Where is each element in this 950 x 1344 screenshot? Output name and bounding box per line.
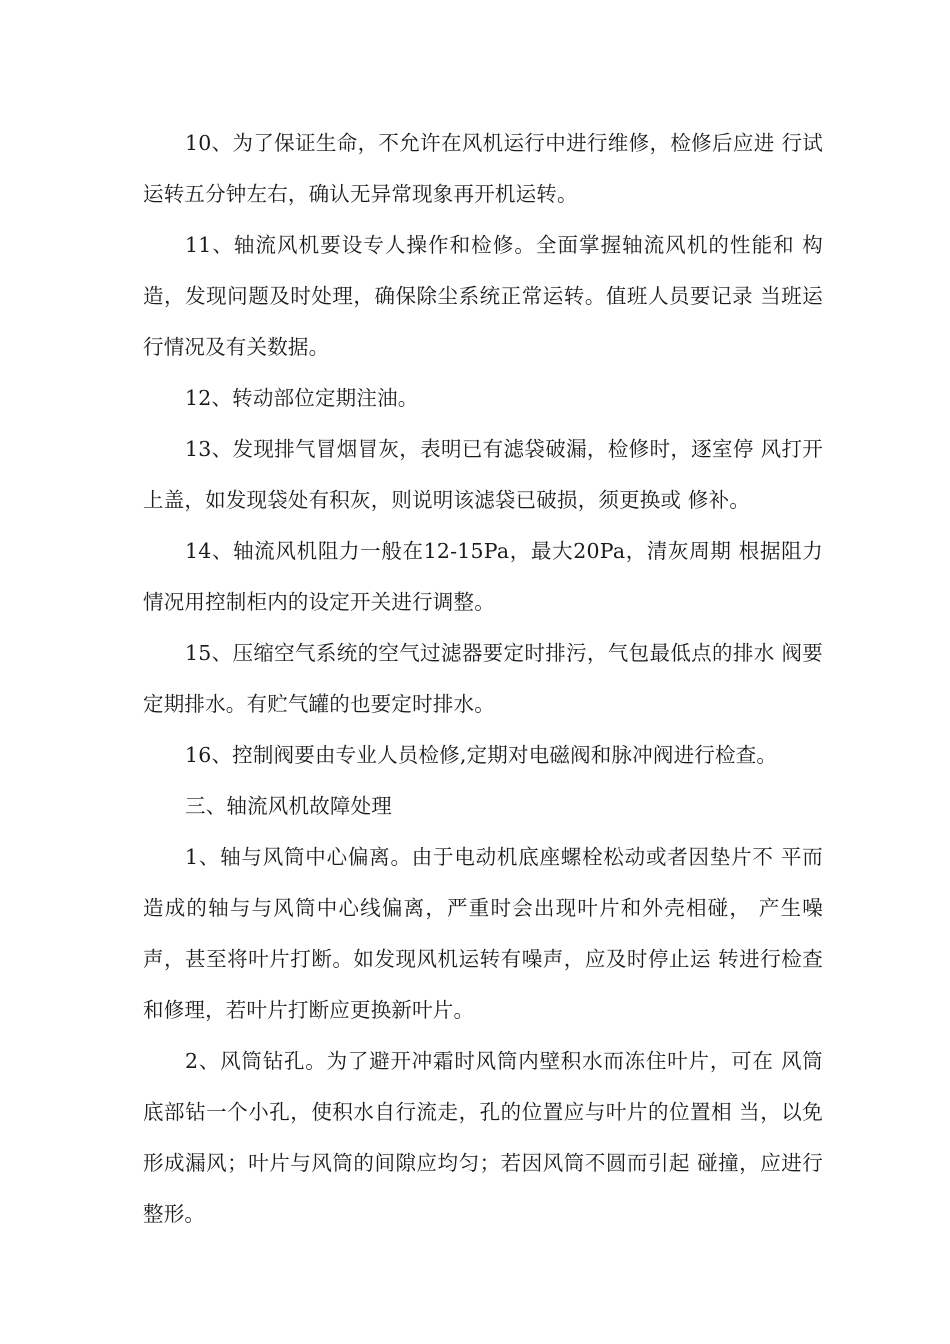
fault-item-2: 2、风筒钻孔。为了避开冲霜时风筒内壁积水而冻住叶片，可在 风筒底部钻一个小孔，使积水自行流走，孔的位置应与叶片的位置相 当，以免形成漏风；叶片与风筒的间隙应均匀；若因风筒不圆而引起 碰撞，应进行整形。 [143,1049,823,1226]
paragraph-item-15: 15、压缩空气系统的空气过滤器要定时排污，气包最低点的排水 阀要定期排水。有贮气罐的也要定时排水。 [143,641,823,716]
paragraph-item-13: 13、发现排气冒烟冒灰，表明已有滤袋破漏，检修时，逐室停 风打开上盖，如发现袋处有积灰，则说明该滤袋已破损，须更换或 修补。 [143,437,823,512]
section-heading: 三、轴流风机故障处理 [185,794,392,818]
paragraph-item-14: 14、轴流风机阻力一般在12-15Pa，最大20Pa，清灰周期 根据阻力情况用控制柜内的设定开关进行调整。 [143,539,823,614]
paragraph-item-12: 12、转动部位定期注油。 [185,386,419,410]
paragraph-item-10: 10、为了保证生命，不允许在风机运行中进行维修，检修后应进 行试运转五分钟左右，确认无异常现象再开机运转。 [143,131,823,206]
document-body [143,118,823,1240]
paragraph-item-16: 16、控制阀要由专业人员检修,定期对电磁阀和脉冲阀进行检查。 [185,743,778,767]
fault-item-1: 1、轴与风筒中心偏离。由于电动机底座螺栓松动或者因垫片不 平而造成的轴与与风筒中心线偏离，严重时会出现叶片和外壳相碰， 产生噪声，甚至将叶片打断。如发现风机运转有噪声，应及时停止运 转进行检查和修理，若叶片打断应更换新叶片。 [143,845,823,1022]
paragraph-item-11: 11、轴流风机要设专人操作和检修。全面掌握轴流风机的性能和 构造，发现问题及时处理，确保除尘系统正常运转。值班人员要记录 当班运行情况及有关数据。 [143,233,823,359]
